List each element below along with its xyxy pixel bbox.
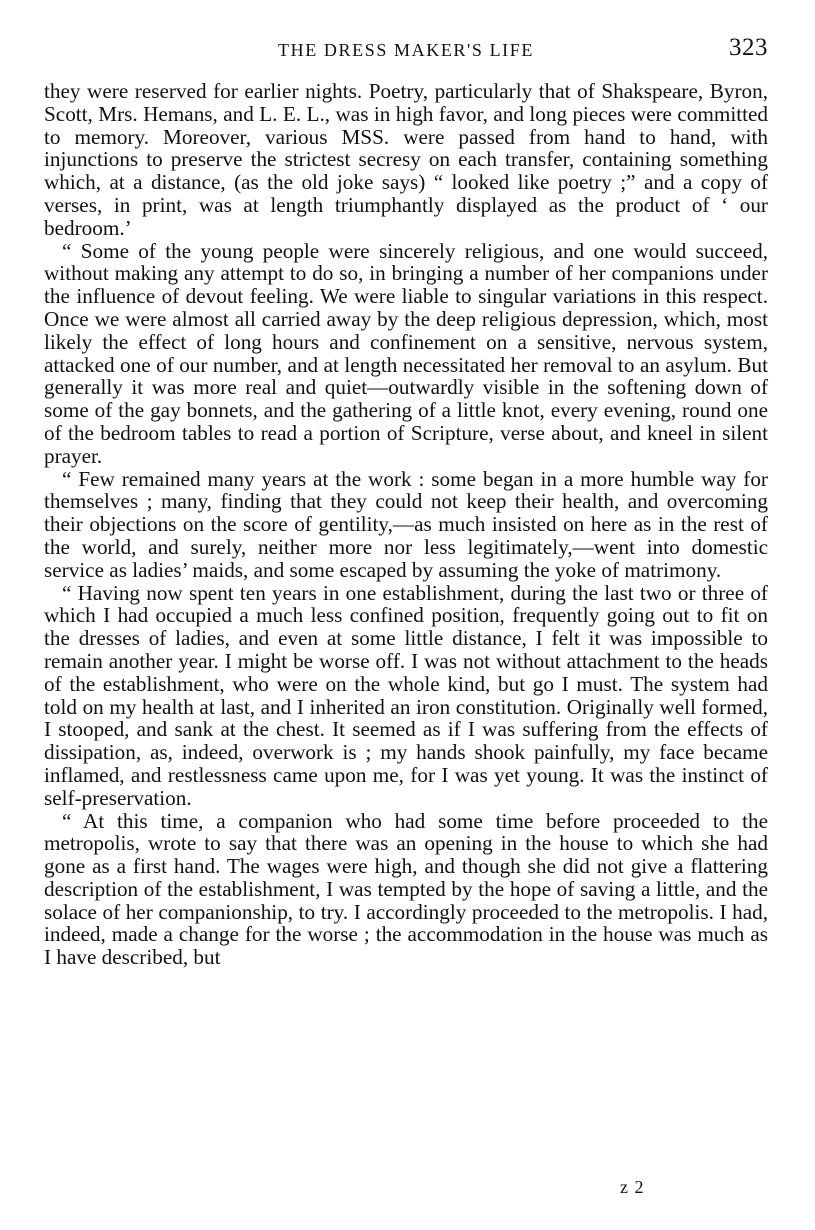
paragraph-ten-years: “ Having now spent ten years in one establishment, during the last two or three of which I had occupied a much less confined position, frequently going out to fit on the dresses of ladies, and even at some little distance, I felt it was impossible to remain another year. I might be worse off. I was not without attachment to the heads of the establishment, who were on the whole kind, but go I must. The system had told on my health at last, and I inherited an iron constitution. Originally well formed, I stooped, and sank at the chest. It seemed as if I was suffering from the effects of dissipation, as, indeed, overwork is ; my hands shook painfully, my face became inflamed, and restlessness came upon me, for I was yet young. It was the instinct of self-preservation. — [44, 580, 768, 810]
running-head — [44, 34, 768, 64]
page-number: 323 — [729, 34, 768, 61]
paragraph-metropolis: “ At this time, a companion who had some time before proceeded to the metropolis, wrote to say that there was an opening in the house to which she had gone as a first hand. The wages were high, and though she did not give a flattering description of the establishment, I was tempted by the hope of saving a little, and the solace of her companionship, to try. I accordingly proceeded to the metropolis. I had, indeed, made a change for the worse ; the accommodation in the house was much as I have described, but — [44, 808, 768, 970]
paragraph-religious: “ Some of the young people were sincerely religious, and one would succeed, without making any attempt to do so, in bringing a number of her companions under the influence of devout feeling. We were liable to singular variations in this respect. Once we were almost all carried away by the deep religious depression, which, most likely the effect of long hours and confinement on a sensitive, nervous system, attacked one of our number, and at length necessitated her removal to an asylum. But generally it was more real and quiet—outwardly visible in the softening down of some of the gay bonnets, and the gathering of a little knot, every evening, round one of the bedroom tables to read a portion of Scripture, verse about, and kneel in silent prayer. — [44, 238, 768, 468]
signature-mark: z 2 — [620, 1177, 645, 1197]
paragraph-continued: they were reserved for earlier nights. Poetry, particularly that of Shakspeare, Byron, Scott, Mrs. Hemans, and L. E. L., was in high favor, and long pieces were committed to memory. Moreover, various MSS. were passed from hand to hand, with injunctions to preserve the strictest secresy on each transfer, containing something which, at a distance, (as the old joke says) “ looked like poetry ;” and a copy of verses, in print, was at length triumphantly displayed as the product of ‘ our bedroom.’ — [44, 79, 768, 240]
running-title: THE DRESS MAKER'S LIFE — [278, 40, 534, 60]
paragraph-few-remained: “ Few remained many years at the work : some began in a more humble way for themselves ; many, finding that they could not keep their health, and overcoming their objections on the score of gentility,—as much insisted on here as in the rest of the world, and surely, neither more nor less legitimately,—went into domestic service as ladies’ maids, and some escaped by assuming the yoke of matrimony. — [44, 466, 768, 582]
body-text — [44, 80, 768, 969]
